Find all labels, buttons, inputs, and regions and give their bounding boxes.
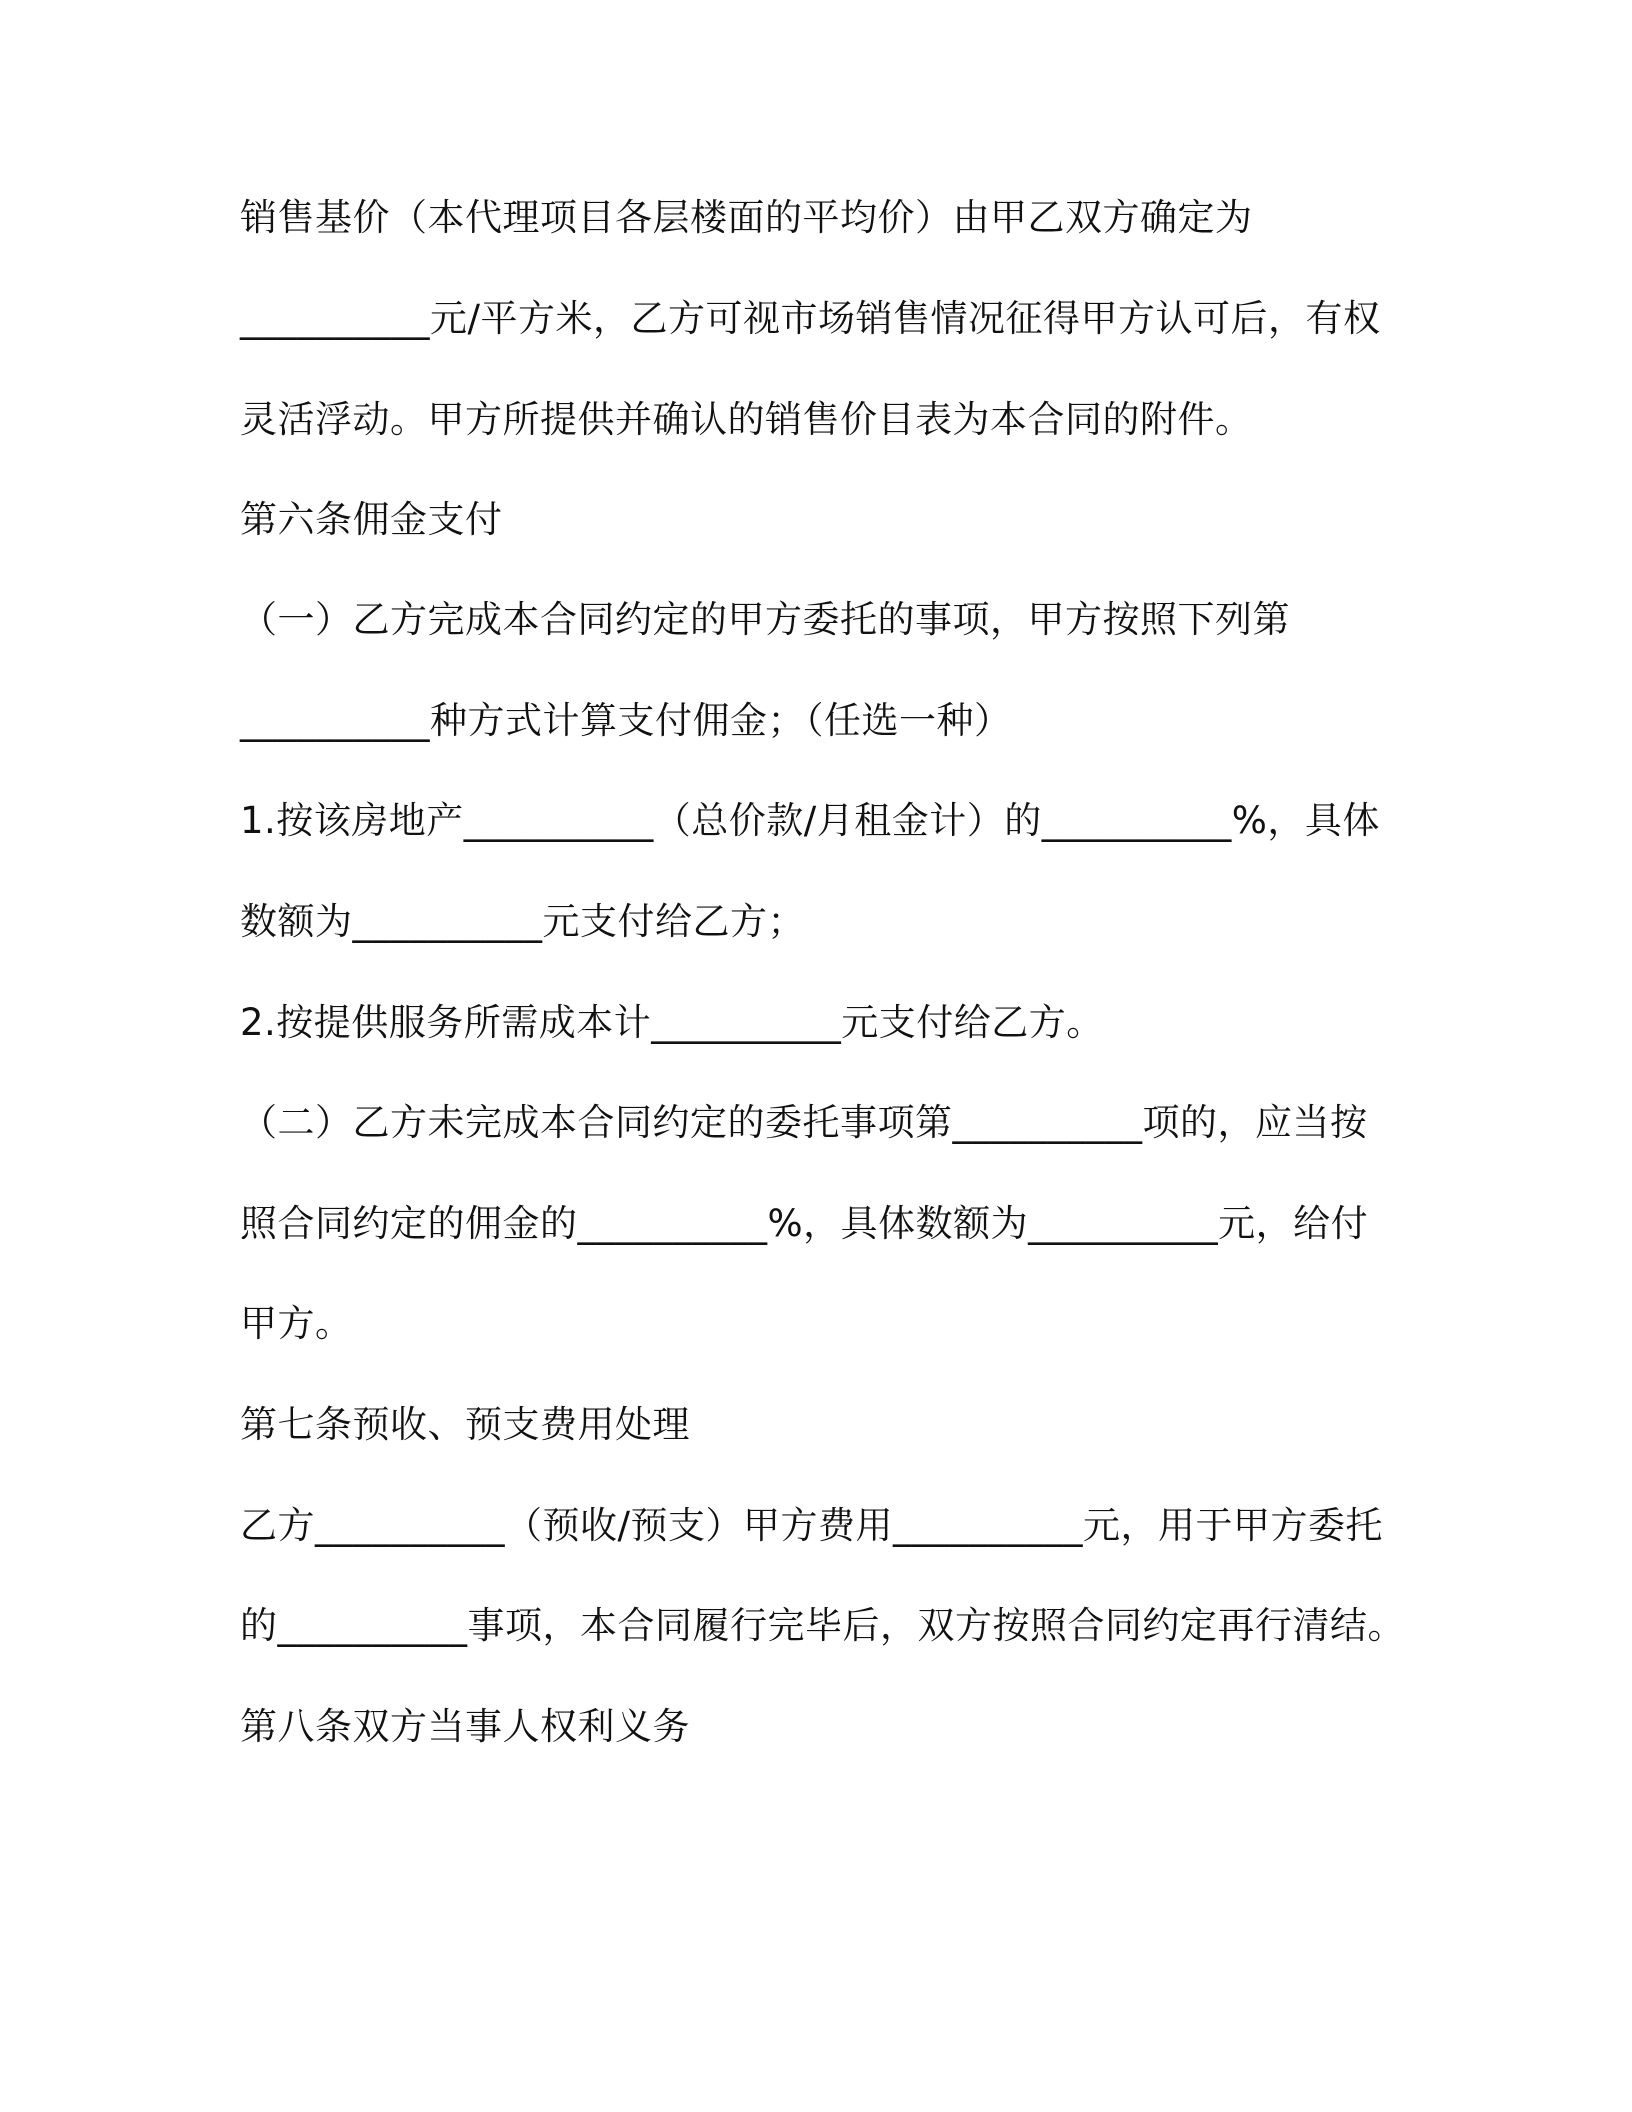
paragraph-line: 乙方__________（预收/预支）甲方费用__________元，用于甲方委托 <box>240 1504 1383 1547</box>
paragraph-line: __________元/平方米，乙方可视市场销售情况征得甲方认可后，有权 <box>240 297 1381 340</box>
section-heading: 第七条预收、预支费用处理 <box>240 1403 690 1446</box>
paragraph-line: 2.按提供服务所需成本计__________元支付给乙方。 <box>240 1001 1104 1044</box>
paragraph-line: （一）乙方完成本合同约定的甲方委托的事项，甲方按照下列第 <box>240 598 1290 641</box>
paragraph-line: 甲方。 <box>240 1302 353 1345</box>
paragraph-line: 灵活浮动。甲方所提供并确认的销售价目表为本合同的附件。 <box>240 398 1253 441</box>
paragraph-line: 销售基价（本代理项目各层楼面的平均价）由甲乙双方确定为 <box>240 196 1253 239</box>
paragraph-line: 1.按该房地产__________（总价款/月租金计）的__________%，具体 <box>240 799 1380 842</box>
paragraph-line: __________种方式计算支付佣金；（任选一种） <box>240 699 1012 742</box>
paragraph-line: （二）乙方未完成本合同约定的委托事项第__________项的，应当按 <box>240 1101 1368 1144</box>
paragraph-line: 照合同约定的佣金的__________%，具体数额为__________元，给付 <box>240 1202 1369 1245</box>
section-heading: 第八条双方当事人权利义务 <box>240 1705 690 1748</box>
paragraph-line: 的__________事项，本合同履行完毕后，双方按照合同约定再行清结。 <box>240 1604 1405 1647</box>
paragraph-line: 数额为__________元支付给乙方； <box>240 900 805 943</box>
section-heading: 第六条佣金支付 <box>240 498 503 541</box>
